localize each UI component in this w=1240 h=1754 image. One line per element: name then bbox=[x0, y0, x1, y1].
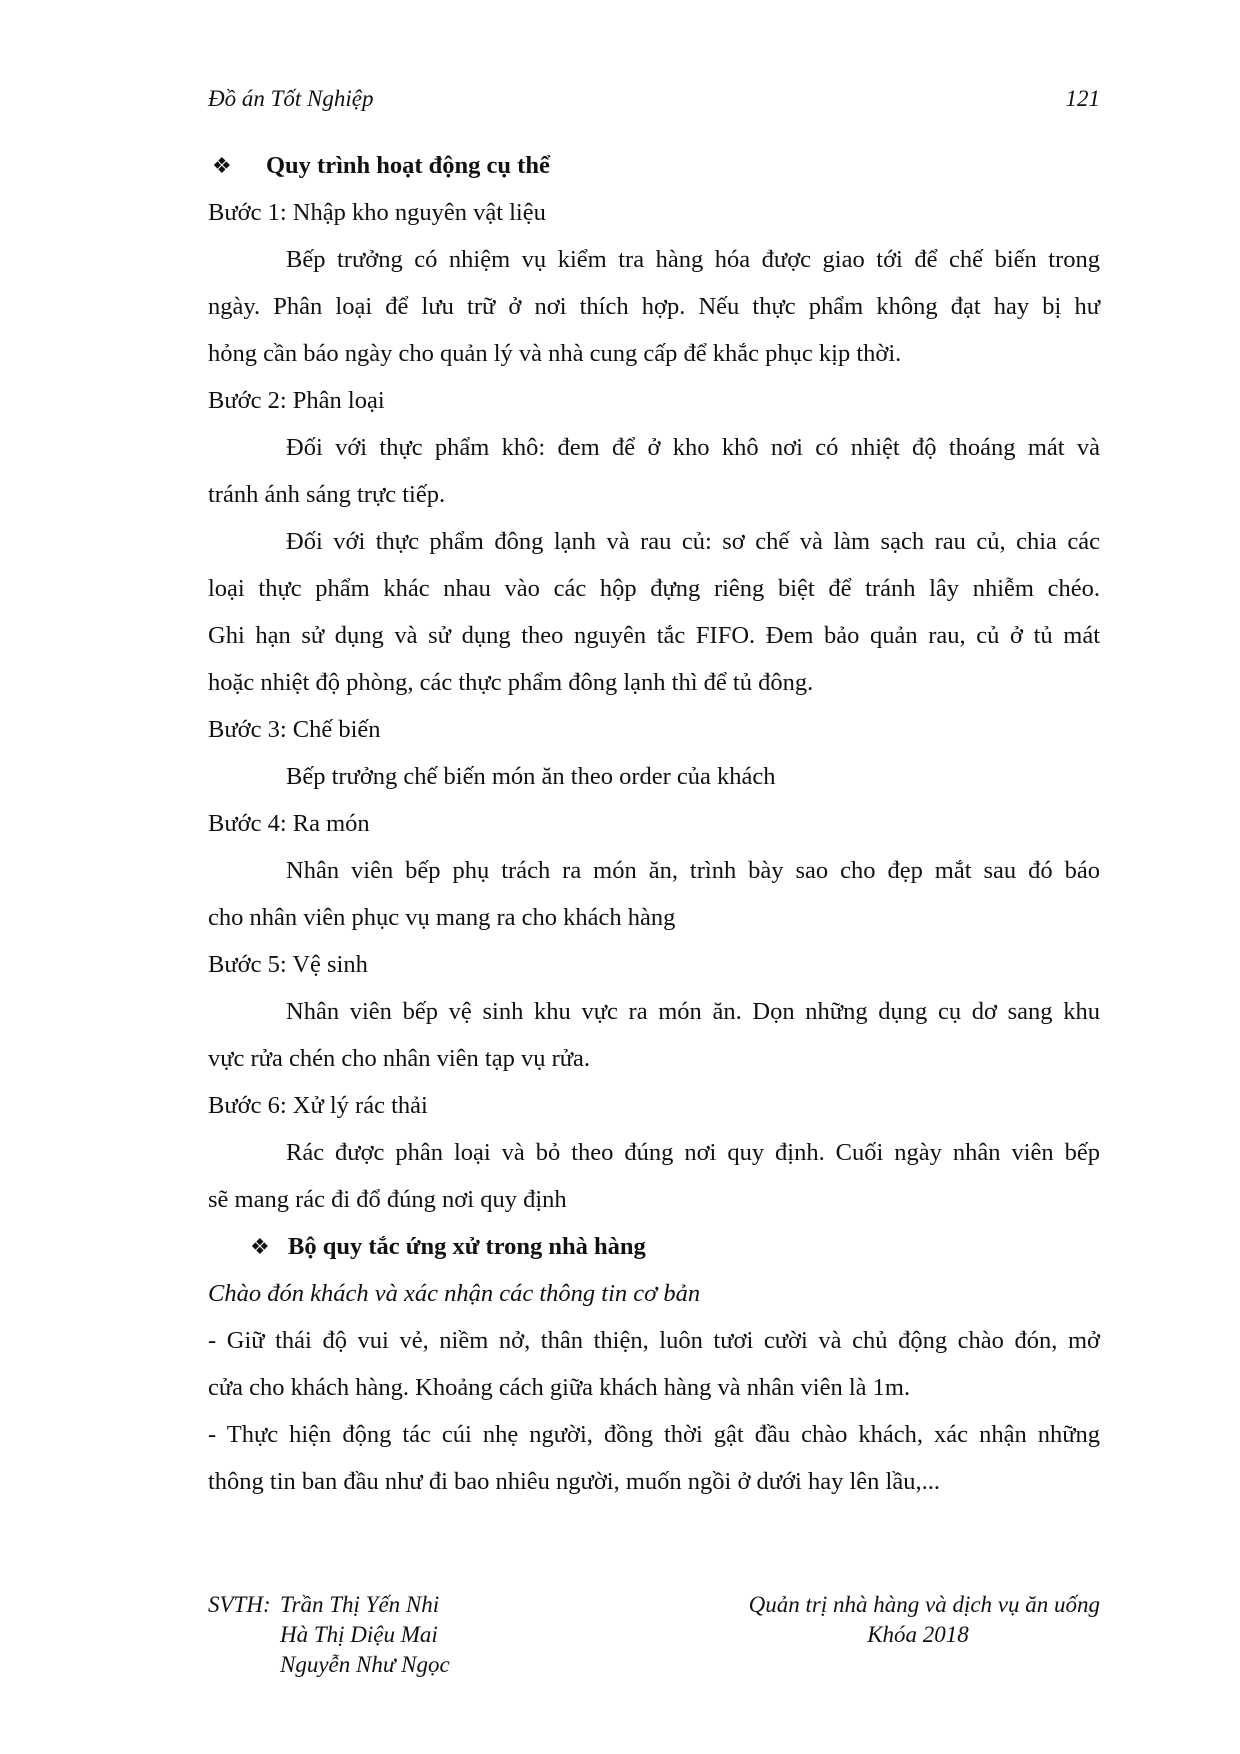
page-number: 121 bbox=[1065, 86, 1100, 111]
step-2-title: Bước 2: Phân loại bbox=[208, 387, 385, 414]
paragraph-line: tránh ánh sáng trực tiếp. bbox=[208, 481, 446, 508]
paragraph-line: vực rửa chén cho nhân viên tạp vụ rửa. bbox=[208, 1045, 591, 1072]
document-body bbox=[208, 142, 1100, 1505]
student-name: Trần Thị Yến Nhi bbox=[280, 1592, 440, 1617]
paragraph-line: Nhân viên bếp vệ sinh khu vực ra món ăn. Dọn những dụng cụ dơ sang khu bbox=[286, 998, 1100, 1025]
student-name: Nguyễn Như Ngọc bbox=[280, 1652, 450, 1677]
paragraph-line: Bếp trưởng chế biến món ăn theo order của khách bbox=[286, 763, 776, 790]
svth-label: SVTH: bbox=[208, 1592, 271, 1617]
course-name: Quản trị nhà hàng và dịch vụ ăn uống bbox=[748, 1592, 1100, 1617]
diamond-bullet-icon: ❖ bbox=[212, 153, 232, 178]
paragraph-line: hoặc nhiệt độ phòng, các thực phẩm đông lạnh thì để tủ đông. bbox=[208, 669, 814, 696]
paragraph-line: loại thực phẩm khác nhau vào các hộp đựng riêng biệt để tránh lây nhiễm chéo. bbox=[208, 575, 1100, 602]
footer-students bbox=[208, 1590, 450, 1680]
list-item-line: thông tin ban đầu như đi bao nhiêu người, muốn ngồi ở dưới hay lên lầu,... bbox=[208, 1468, 940, 1495]
student-name: Hà Thị Diệu Mai bbox=[280, 1622, 438, 1647]
paragraph-line: cho nhân viên phục vụ mang ra cho khách hàng bbox=[208, 904, 676, 931]
section-heading-code-of-conduct bbox=[208, 1223, 1100, 1270]
paragraph-line: Đối với thực phẩm đông lạnh và rau củ: sơ chế và làm sạch rau củ, chia các bbox=[286, 528, 1100, 555]
step-3-title: Bước 3: Chế biến bbox=[208, 716, 381, 743]
paragraph-line: Nhân viên bếp phụ trách ra món ăn, trình bày sao cho đẹp mắt sau đó báo bbox=[286, 857, 1100, 884]
step-5-title: Bước 5: Vệ sinh bbox=[208, 951, 368, 978]
diamond-bullet-icon: ❖ bbox=[250, 1234, 270, 1259]
step-4-title: Bước 4: Ra món bbox=[208, 810, 370, 837]
paragraph-line: Ghi hạn sử dụng và sử dụng theo nguyên tắc FIFO. Đem bảo quản rau, củ ở tủ mát bbox=[208, 622, 1100, 649]
section-heading-text: Quy trình hoạt động cụ thể bbox=[266, 152, 550, 179]
step-1-title: Bước 1: Nhập kho nguyên vật liệu bbox=[208, 199, 546, 226]
paragraph-line: Đối với thực phẩm khô: đem để ở kho khô nơi có nhiệt độ thoáng mát và bbox=[286, 434, 1100, 461]
section-heading-process bbox=[208, 142, 1100, 189]
list-item-line: - Thực hiện động tác cúi nhẹ người, đồng thời gật đầu chào khách, xác nhận những bbox=[208, 1421, 1100, 1448]
paragraph-line: hỏng cần báo ngày cho quản lý và nhà cung cấp để khắc phục kịp thời. bbox=[208, 340, 902, 367]
list-item-line: - Giữ thái độ vui vẻ, niềm nở, thân thiện, luôn tươi cười và chủ động chào đón, mở bbox=[208, 1327, 1100, 1354]
subheading: Chào đón khách và xác nhận các thông tin cơ bản bbox=[208, 1280, 701, 1307]
section-heading-text: Bộ quy tắc ứng xử trong nhà hàng bbox=[288, 1233, 646, 1260]
list-item-line: cửa cho khách hàng. Khoảng cách giữa khách hàng và nhân viên là 1m. bbox=[208, 1374, 911, 1401]
paragraph-line: Bếp trưởng có nhiệm vụ kiểm tra hàng hóa được giao tới để chế biến trong bbox=[286, 246, 1100, 273]
paragraph-line: Rác được phân loại và bỏ theo đúng nơi quy định. Cuối ngày nhân viên bếp bbox=[286, 1139, 1100, 1166]
footer-course bbox=[700, 1590, 1100, 1650]
step-6-title: Bước 6: Xử lý rác thải bbox=[208, 1092, 428, 1119]
paragraph-line: sẽ mang rác đi đổ đúng nơi quy định bbox=[208, 1186, 567, 1213]
header-title: Đồ án Tốt Nghiệp bbox=[208, 86, 374, 111]
cohort: Khóa 2018 bbox=[867, 1622, 969, 1647]
paragraph-line: ngày. Phân loại để lưu trữ ở nơi thích hợp. Nếu thực phẩm không đạt hay bị hư bbox=[208, 293, 1100, 320]
